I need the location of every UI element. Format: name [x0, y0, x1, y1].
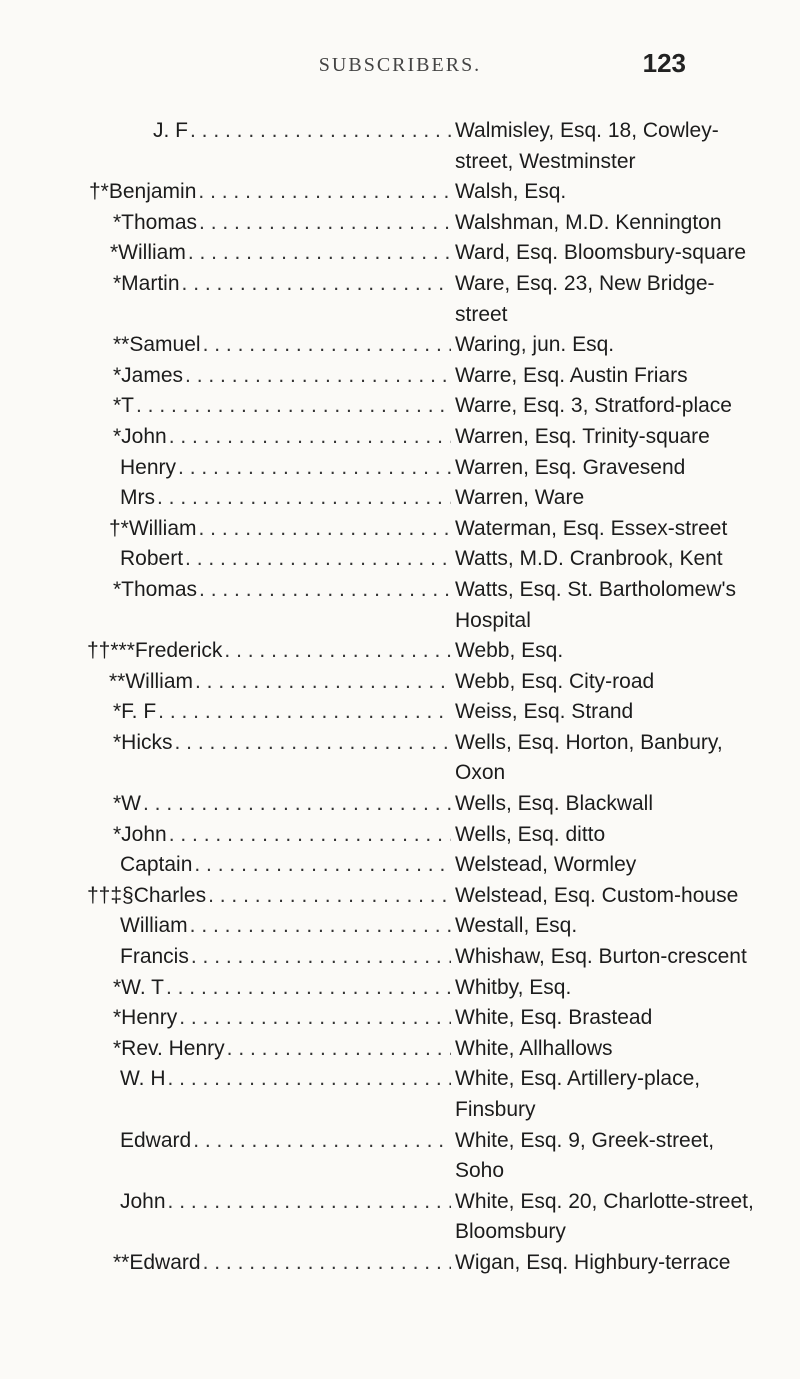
dot-leader	[168, 1064, 452, 1095]
given-name-cell	[0, 1187, 455, 1218]
given-name-cell	[0, 575, 455, 606]
surname-and-address: Watts, M.D. Cranbrook, Kent	[455, 547, 723, 571]
surname-and-address: Weiss, Esq. Strand	[455, 700, 634, 724]
subscriber-entry	[0, 177, 800, 208]
given-name-cell	[0, 361, 455, 392]
dot-leader	[190, 116, 451, 147]
dot-leader	[157, 483, 451, 514]
subscriber-entry	[0, 361, 800, 392]
dot-leader	[136, 391, 451, 422]
surname-and-address: Warre, Esq. 3, Stratford-place	[455, 394, 732, 418]
given-name-cell	[0, 514, 455, 545]
given-name: **Samuel	[113, 333, 201, 357]
dot-leader	[208, 881, 451, 912]
dot-leader	[185, 361, 451, 392]
subscriber-entry	[0, 330, 800, 361]
given-name-cell	[0, 422, 455, 453]
given-name-cell	[0, 1034, 455, 1065]
subscriber-entry	[0, 544, 800, 575]
given-name: W. H	[120, 1067, 166, 1091]
surname-and-address: Wells, Esq. ditto	[455, 822, 606, 846]
given-name-cell	[0, 636, 455, 667]
given-name-cell	[0, 697, 455, 728]
given-name: *John	[113, 822, 167, 846]
subscriber-entry	[0, 1034, 800, 1065]
given-name-cell	[0, 269, 455, 300]
given-name: *John	[113, 424, 167, 448]
given-name: William	[120, 914, 188, 938]
given-name: *F. F	[113, 700, 157, 724]
given-name: Captain	[120, 853, 193, 877]
given-name: *W	[113, 792, 141, 816]
given-name: *Rev. Henry	[113, 1036, 225, 1060]
surname-and-address: Welstead, Wormley	[455, 853, 637, 877]
dot-leader	[168, 1187, 451, 1218]
given-name: Robert	[120, 547, 184, 571]
subscriber-entry	[0, 1187, 800, 1248]
surname-and-address: Waring, jun. Esq.	[455, 333, 615, 357]
subscriber-entry	[0, 881, 800, 912]
given-name-cell	[0, 238, 455, 269]
given-name: **William	[109, 669, 193, 693]
subscriber-entry	[0, 667, 800, 698]
surname-and-address: Whitby, Esq.	[455, 975, 572, 999]
subscriber-entry	[0, 269, 800, 330]
dot-leader	[190, 911, 451, 942]
subscriber-entry	[0, 514, 800, 545]
given-name-cell	[0, 208, 455, 239]
dot-leader	[199, 514, 451, 545]
given-name: †*Benjamin	[89, 180, 197, 204]
given-name: ††***Frederick	[87, 639, 223, 663]
given-name: *Hicks	[113, 730, 173, 754]
surname-and-address: Welstead, Esq. Custom-house	[455, 883, 739, 907]
subscriber-entry	[0, 636, 800, 667]
given-name-cell	[0, 881, 455, 912]
dot-leader	[195, 667, 451, 698]
dot-leader	[143, 789, 451, 820]
given-name: Mrs	[120, 486, 155, 510]
subscriber-entry	[0, 850, 800, 881]
dot-leader	[185, 544, 451, 575]
subscriber-entry	[0, 942, 800, 973]
given-name-cell	[0, 820, 455, 851]
surname-and-address: Ward, Esq. Bloomsbury-square	[455, 241, 746, 265]
given-name-cell	[0, 544, 455, 575]
surname-and-address: White, Esq. Brastead	[455, 1006, 653, 1030]
surname-and-address: Warre, Esq. Austin Friars	[455, 363, 688, 387]
dot-leader	[203, 1248, 451, 1279]
subscriber-entry	[0, 575, 800, 636]
surname-and-address: White, Esq. 9, Greek-street, Soho	[455, 1128, 715, 1183]
subscriber-entry	[0, 238, 800, 269]
given-name-cell	[0, 453, 455, 484]
dot-leader	[193, 1126, 451, 1157]
subscriber-entry	[0, 1003, 800, 1034]
surname-and-address: Wigan, Esq. Highbury-terrace	[455, 1250, 731, 1274]
subscriber-entry	[0, 820, 800, 851]
given-name-cell	[0, 942, 455, 973]
given-name: *Thomas	[113, 577, 198, 601]
given-name-cell	[0, 116, 455, 147]
subscriber-entry	[0, 728, 800, 789]
surname-and-address: Walmisley, Esq. 18, Cowley-street, Westminster	[455, 119, 719, 173]
given-name: John	[120, 1189, 166, 1213]
dot-leader	[224, 636, 451, 667]
subscriber-entry	[0, 1248, 800, 1279]
dot-leader	[169, 422, 451, 453]
given-name: Edward	[120, 1128, 192, 1152]
surname-and-address: Walshman, M.D. Kennington	[455, 210, 722, 234]
dot-leader	[166, 973, 451, 1004]
page-number: 123	[642, 48, 686, 78]
surname-and-address: Westall, Esq.	[455, 914, 578, 938]
surname-and-address: Wells, Esq. Horton, Banbury, Oxon	[455, 730, 723, 785]
dot-leader	[169, 820, 451, 851]
dot-leader	[182, 269, 451, 300]
surname-and-address: Waterman, Esq. Essex-street	[455, 516, 728, 540]
dot-leader	[199, 208, 451, 239]
dot-leader	[227, 1034, 451, 1065]
subscriber-entry	[0, 422, 800, 453]
given-name-cell	[0, 911, 455, 942]
subscriber-list	[0, 116, 800, 1279]
surname-and-address: Warren, Esq. Gravesend	[455, 455, 686, 479]
dot-leader	[175, 728, 451, 759]
subscriber-entry	[0, 1126, 800, 1187]
given-name: ††‡§Charles	[87, 883, 207, 907]
given-name: *William	[110, 241, 186, 265]
given-name-cell	[0, 1126, 455, 1157]
subscriber-entry	[0, 697, 800, 728]
subscriber-entry	[0, 483, 800, 514]
subscriber-entry	[0, 1064, 800, 1125]
subscriber-entry	[0, 973, 800, 1004]
given-name-cell	[0, 483, 455, 514]
dot-leader	[178, 453, 451, 484]
given-name-cell	[0, 1064, 455, 1095]
dot-leader	[191, 942, 451, 973]
given-name-cell	[0, 789, 455, 820]
given-name-cell	[0, 391, 455, 422]
dot-leader	[198, 177, 451, 208]
surname-and-address: Webb, Esq.	[455, 639, 564, 663]
given-name-cell	[0, 850, 455, 881]
surname-and-address: White, Allhallows	[455, 1036, 613, 1060]
dot-leader	[194, 850, 451, 881]
given-name-cell	[0, 1003, 455, 1034]
given-name: Henry	[120, 455, 177, 479]
dot-leader	[199, 575, 451, 606]
surname-and-address: Warren, Esq. Trinity-square	[455, 424, 710, 448]
given-name-cell	[0, 330, 455, 361]
surname-and-address: Ware, Esq. 23, New Bridge-street	[455, 271, 715, 326]
dot-leader	[179, 1003, 451, 1034]
given-name-cell	[0, 1248, 455, 1279]
subscriber-entry	[0, 391, 800, 422]
page-header	[0, 48, 800, 88]
given-name: †*William	[109, 516, 197, 540]
surname-and-address: White, Esq. Artillery-place, Finsbury	[455, 1067, 701, 1121]
given-name: J. F	[153, 119, 188, 142]
given-name: *Martin	[113, 271, 180, 295]
subscriber-entry	[0, 116, 800, 177]
running-head: SUBSCRIBERS.	[318, 54, 482, 76]
given-name: *Henry	[113, 1006, 178, 1030]
subscriber-entry	[0, 453, 800, 484]
subscriber-entry	[0, 911, 800, 942]
given-name-cell	[0, 728, 455, 759]
subscriber-entry	[0, 208, 800, 239]
given-name: **Edward	[113, 1250, 201, 1274]
subscriber-entry	[0, 789, 800, 820]
given-name: *Thomas	[113, 210, 198, 234]
given-name: *W. T	[113, 975, 164, 999]
surname-and-address: Watts, Esq. St. Bartholomew's Hospital	[455, 577, 736, 632]
given-name-cell	[0, 667, 455, 698]
given-name: *James	[113, 363, 184, 387]
surname-and-address: Whishaw, Esq. Burton-crescent	[455, 945, 747, 969]
surname-and-address: Warren, Ware	[455, 486, 585, 510]
surname-and-address: Webb, Esq. City-road	[455, 669, 655, 693]
dot-leader	[188, 238, 451, 269]
given-name-cell	[0, 177, 455, 208]
dot-leader	[158, 697, 451, 728]
surname-and-address: Walsh, Esq.	[455, 180, 567, 204]
surname-and-address: White, Esq. 20, Charlotte-street, Bloomsbury	[455, 1189, 754, 1244]
given-name: Francis	[120, 945, 189, 969]
given-name-cell	[0, 973, 455, 1004]
given-name: *T	[113, 394, 134, 418]
surname-and-address: Wells, Esq. Blackwall	[455, 792, 654, 816]
dot-leader	[203, 330, 451, 361]
